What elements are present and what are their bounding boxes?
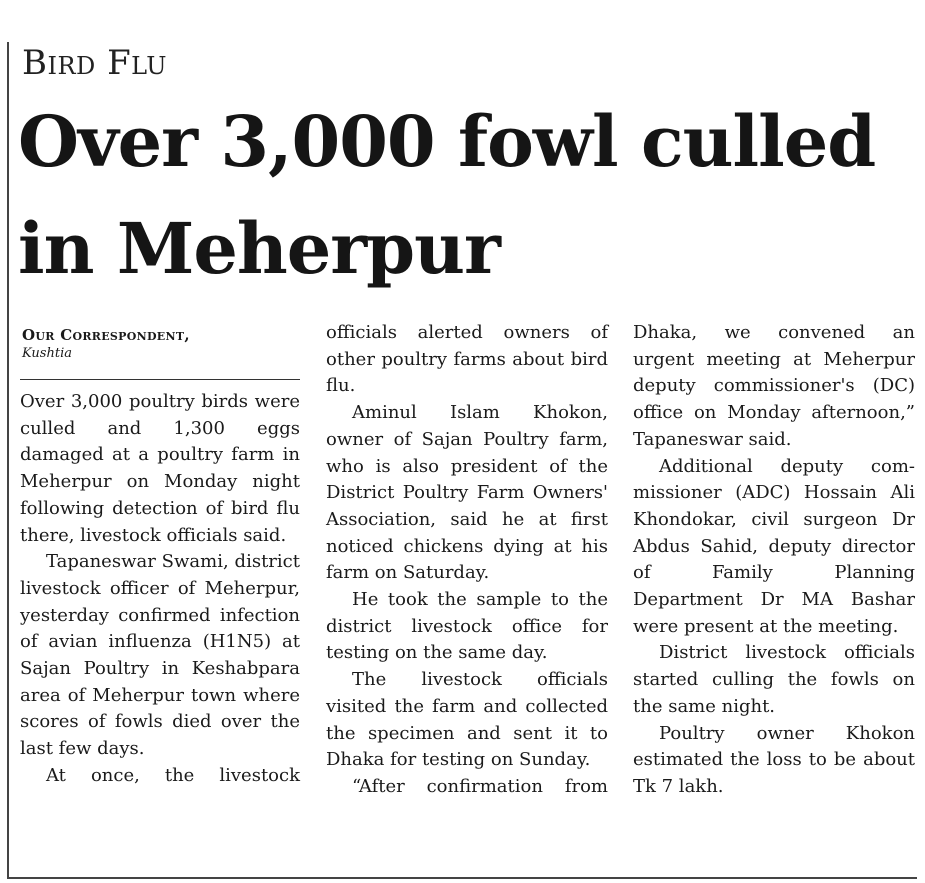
paragraph: Over 3,000 poultry birds were culled and 1,300 eggs damaged at a poultry farm in Meherpur on Monday night following detection of bird flu there, livestock officials said. bbox=[20, 391, 300, 546]
byline bbox=[22, 325, 300, 363]
article-column-1 bbox=[20, 389, 300, 790]
paragraph: Additional deputy commissioner (ADC) Hossain Ali Khondokar, civil surgeon Dr Abdus Sahid, deputy director of Family Planning Department Dr MA Bashar were present at the meeting. bbox=[633, 455, 915, 637]
section-kicker: Bird Flu bbox=[22, 43, 168, 83]
paragraph: Poultry owner Khokon estimated the loss to be about Tk 7 lakh. bbox=[633, 722, 915, 797]
paragraph: The livestock officials visited the farm and collected the specimen and sent it to Dhaka for testing on Sunday. bbox=[326, 669, 608, 771]
paragraph: He took the sample to the district livestock office for testing on the same day. bbox=[326, 589, 608, 664]
paragraph: Tapaneswar Swami, district livestock officer of Meherpur, yesterday confirmed infection of avian influenza (H1N5) at Sajan Poultry in Keshabpara area of Meherpur town where scores of fowls died over the last few days. bbox=[20, 551, 300, 760]
paragraph: At once, the livestock bbox=[46, 764, 300, 786]
byline-author: Our Correspondent, bbox=[22, 326, 190, 344]
bottom-rule bbox=[7, 877, 917, 879]
article-column-3 bbox=[633, 320, 915, 801]
left-column-rule bbox=[7, 42, 9, 878]
byline-rule bbox=[20, 379, 300, 380]
paragraph: officials alerted owners of other poultry farms about bird flu. bbox=[326, 322, 608, 397]
paragraph: District livestock officials started culling the fowls on the same night. bbox=[633, 642, 915, 717]
paragraph: “After confirmation from bbox=[352, 775, 608, 797]
headline: Over 3,000 fowl culled in Meherpur bbox=[18, 100, 876, 290]
paragraph: Dhaka, we convened an urgent meeting at Meherpur deputy commissioner's (DC) office on Monday afternoon,” Tapaneswar said. bbox=[633, 322, 915, 450]
byline-place: Kushtia bbox=[22, 346, 72, 361]
article-column-2 bbox=[326, 320, 608, 801]
paragraph: Aminul Islam Khokon, owner of Sajan Poultry farm, who is also president of the District Poultry Farm Owners' Association, said he at first noticed chickens dying at his farm on Saturday. bbox=[326, 402, 608, 584]
